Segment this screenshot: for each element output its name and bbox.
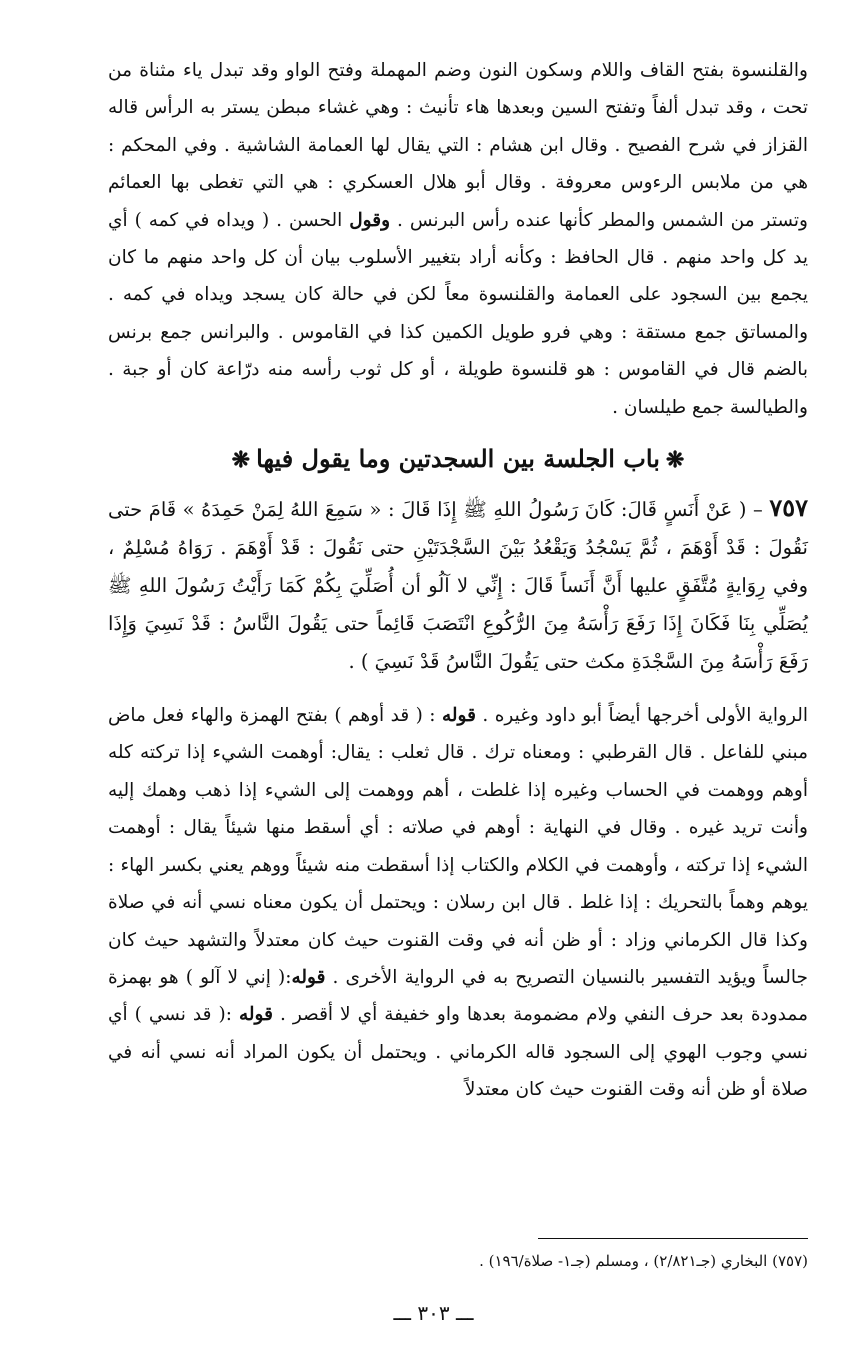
page-number: ـــ ٣٠٣ ـــ [393, 1301, 474, 1325]
hadith-number: ٧٥٧ [769, 493, 808, 523]
ornament-star-icon: ❋ [665, 447, 685, 474]
para2a-text: الرواية الأولى أخرجها أيضاً أبو داود وغيره . [482, 705, 808, 727]
para1b-text: الحسن . ( ويداه في كمه ) أي يد كل واحد منهم . قال الحافظ : وكأنه أراد بتغيير الأسلوب بيان أن كل واحد منهم ما كان يجمع بين السجود على العمامة والقلنسوة معاً لكن في حالة كان يسجد ويداه في كمه . والمساتق جمع مستقة : وهي فرو طويل الكمين كذا في القاموس . والبرانس جمع برنس بالضم قال في القاموس : هو قلنسوة طويلة ، أو كل ثوب رأسه منه درّاعة كان أو جبة . والطيالسة جمع طيلسان . [108, 209, 809, 418]
chapter-heading [108, 440, 808, 479]
keyword-qawluh: قوله [441, 705, 476, 727]
footnote-divider [538, 1238, 808, 1239]
keyword-qawl: وقول [349, 209, 391, 231]
keyword-qawluh: قوله [238, 1004, 273, 1026]
chapter-heading-text: باب الجلسة بين السجدتين وما يقول فيها [256, 444, 660, 474]
para2d-text: :( قد نسي ) أي نسي وجوب الهوي إلى السجود قاله الكرماني . ويحتمل أن يكون المراد أنه نسي أنه في صلاة أو ظن أنه وقت القنوت حيث كان معتدلاً [108, 1004, 808, 1101]
commentary-paragraph-2 [108, 697, 808, 1108]
para2c-text: :( إني لا آلو ) هو بهمزة ممدودة بعد حرف النفي ولام مضمومة بعدها واو خفيفة أي لا أقصر . [108, 966, 809, 1026]
commentary-paragraph-1 [108, 52, 808, 426]
hadith-757 [108, 489, 808, 681]
para2b-text: : ( قد أوهم ) بفتح الهمزة والهاء فعل ماض مبني للفاعل . قال القرطبي : ومعناه ترك . قال ثعلب : يقال: أوهمت الشيء إذا تركته كله أوهم ووهمت في الحساب وغيره إذا غلطت ، أهم ووهمت إلى الشيء إذا ذهب وهمك إليه وأنت تريد غيره . وقال في النهاية : أوهم في صلاته : أي أسقط منها شيئاً يقال : أوهمت الشيء إذا تركته ، وأوهمت في الكلام والكتاب إذا أسقطت منه شيئاً ووهم يعني بكسر الهاء : يوهم وهماً بالتحريك : إذا غلط . قال ابن رسلان : ويحتمل أن يكون معناه نسي أنه في صلاة وكذا قال الكرماني وزاد : أو ظن أنه في وقت القنوت حيث كان معتدلاً والتشهد حيث كان جالساً ويؤيد التفسير بالنسيان التصريح به في الرواية الأخرى . [108, 705, 808, 988]
ornament-star-icon: ❋ [231, 447, 251, 474]
page-body [108, 52, 808, 1109]
footnote: (٧٥٧) البخاري (جـ٢/٨٢١) ، ومسلم (جـ١- صلاة/١٩٦) . [479, 1252, 808, 1270]
keyword-qawluh: قوله [291, 966, 326, 988]
hadith-text: – ( عَنْ أَنَسٍ قَالَ: كَانَ رَسُولُ اللهِ ﷺ إِذَا قَالَ : « سَمِعَ اللهُ لِمَنْ حَمِدَهُ » قَامَ حتى نَقُولَ : قَدْ أَوْهَمَ ، ثُمَّ يَسْجُدُ وَيَقْعُدُ بَيْنَ السَّجْدَتَيْنِ حتى نَقُولَ : قَدْ أَوْهَمَ . رَوَاهُ مُسْلِمٌ ، وفي رِوَايةٍ مُتَّفَقٍ عليها أَنَّ أَنَساً قَالَ : إِنِّي لا آلُو أن أُصَلِّيَ بِكُمْ كَمَا رَأَيْتُ رَسُولَ اللهِ ﷺ يُصَلِّي بِنَا فَكَانَ إِذَا رَفَعَ رَأْسَهُ مِنَ الرُّكُوعِ انْتَصَبَ قَائِماً حتى يَقُولَ النَّاسُ : قَدْ نَسِيَ وَإِذَا رَفَعَ رَأْسَهُ مِنَ السَّجْدَةِ مكث حتى يَقُولَ النَّاسُ قَدْ نَسِيَ ) . [108, 498, 808, 674]
para1-text: والقلنسوة بفتح القاف واللام وسكون النون وضم المهملة وفتح الواو وقد تبدل ياء مثناة من تحت ، وقد تبدل ألفاً وتفتح السين وبعدها هاء تأنيث : وهي غشاء مبطن يستر به الرأس قاله القزاز في شرح الفصيح . وقال ابن هشام : التي يقال لها العمامة الشاشية . وفي المحكم : هي من ملابس الرءوس معروفة . وقال أبو هلال العسكري : هي التي تغطى بها العمائم وتستر من الشمس والمطر كأنها عنده رأس البرنس . [108, 60, 808, 231]
